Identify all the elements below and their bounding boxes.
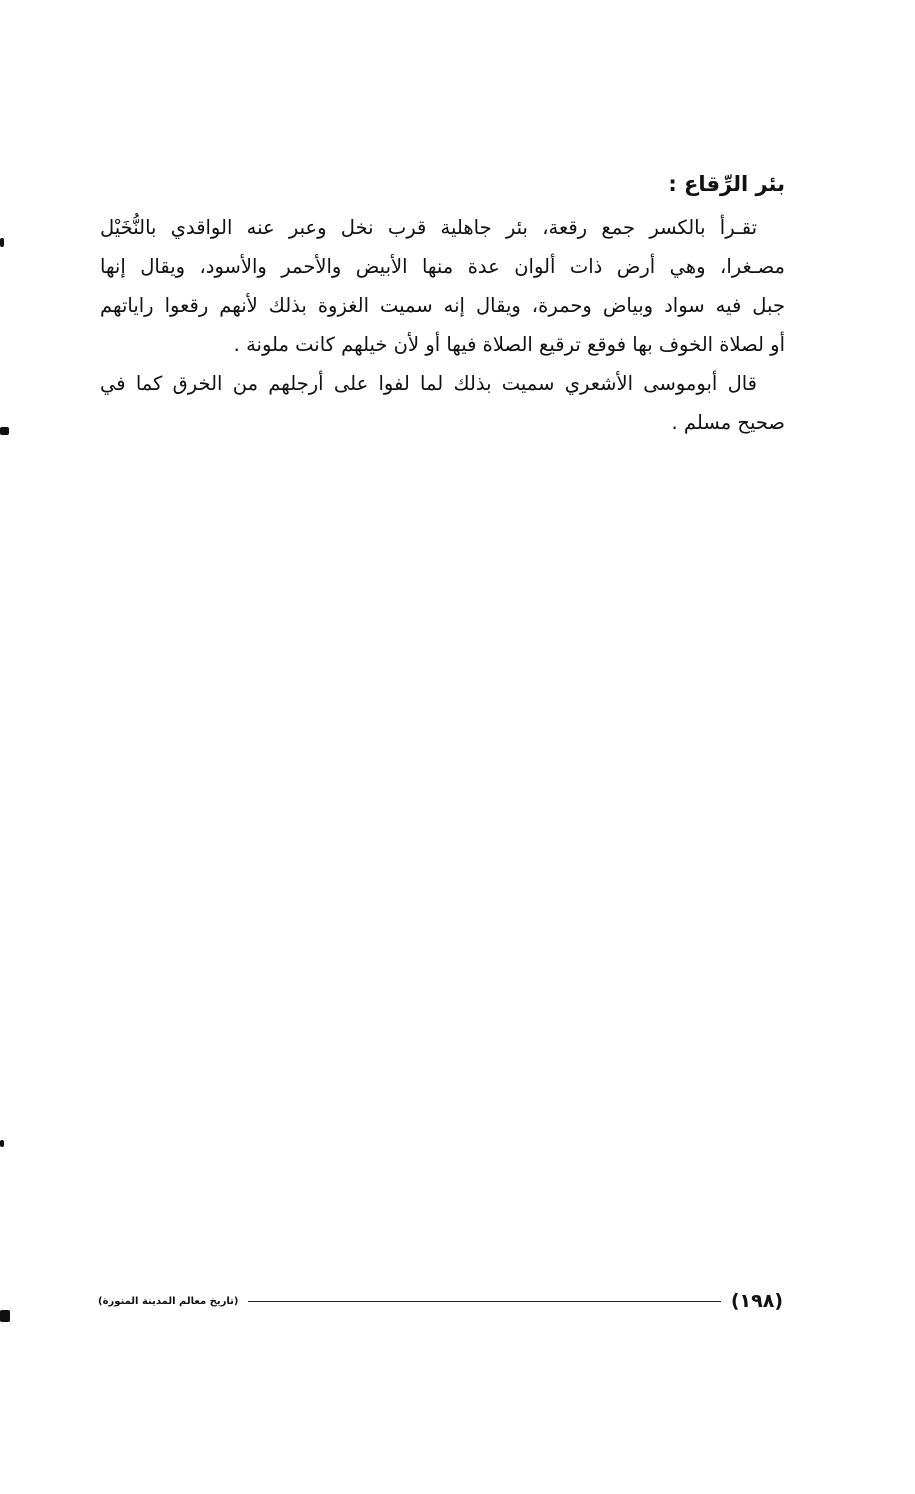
paragraph-line: تقـرأ بالكسر جمع رقعة، بئر جاهلية قرب نخل وعبر عنه الواقدي بالنُّخَيْل [100,216,757,239]
scan-edge-mark [0,1310,10,1322]
running-title: (تاريخ معالم المدينة المنورة) [98,1295,239,1307]
body-text [100,160,785,442]
paragraph-line: مصـغرا، وهي أرض ذات ألوان عدة منها الأبيض والأحمر والأسود، ويقال إنها [100,255,785,278]
paragraph-line: أو لصلاة الخوف بها فوقع ترقيع الصلاة فيها أو لأن خيلهم كانت ملونة . [233,333,785,356]
paragraph-line: قال أبوموسى الأشعري سميت بذلك لما لفوا على أرجلهم من الخرق كما في [100,372,757,395]
page-number: (١٩٨) [730,1290,783,1312]
page-footer [98,1286,783,1316]
footer-rule [248,1301,720,1302]
paragraph-line: جبل فيه سواد وبياض وحمرة، ويقال إنه سميت الغزوة بذلك لأنهم رقعوا راياتهم [100,294,785,317]
paragraph-line: صحيح مسلم . [671,411,785,434]
scan-edge-mark [0,1140,4,1147]
scan-edge-mark [0,427,9,435]
scan-edge-mark [0,238,4,247]
section-heading: بئر الرِّقاع : [668,172,785,196]
